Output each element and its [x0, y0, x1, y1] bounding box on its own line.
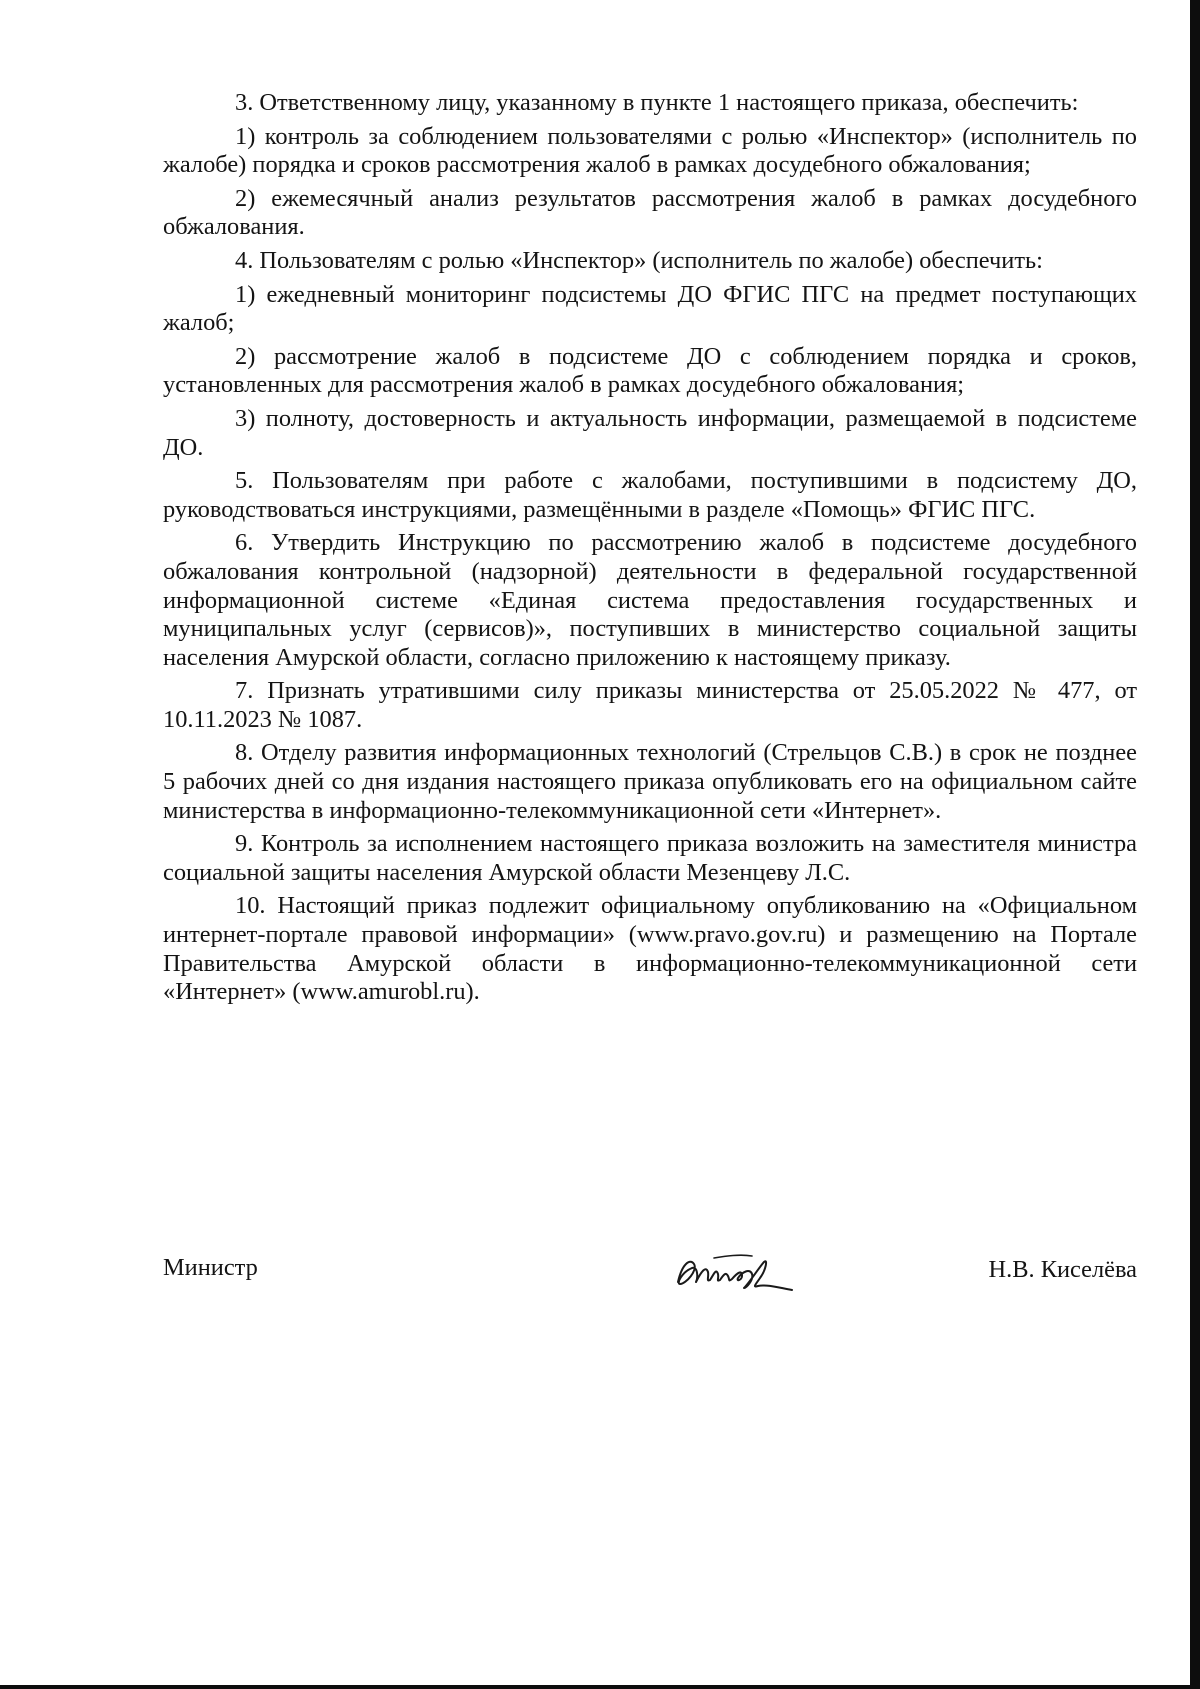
- scan-border-right: [1190, 0, 1200, 1689]
- handwritten-signature: [668, 1244, 808, 1296]
- signatory-title: Министр: [163, 1254, 258, 1281]
- paragraph-item-4-3: 3) полноту, достоверность и актуальность информации, размещаемой в подсистеме ДО.: [163, 404, 1137, 461]
- signature-block: [163, 1244, 1137, 1304]
- paragraph-item-10: 10. Настоящий приказ подлежит официальному опубликованию на «Официальном интернет-портале правовой информации» (www.pravo.gov.ru) и размещению на Портале Правительства Амурской области в информационно-телекоммуникационной сети «Интернет» (www.amurobl.ru).: [163, 892, 1137, 1006]
- paragraph-item-3-1: 1) контроль за соблюдением пользователями с ролью «Инспектор» (исполнитель по жалобе) порядка и сроков рассмотрения жалоб в рамках досудебного обжалования;: [163, 122, 1137, 179]
- signatory-name: Н.В. Киселёва: [988, 1256, 1137, 1283]
- paragraph-item-3-2: 2) ежемесячный анализ результатов рассмотрения жалоб в рамках досудебного обжалования.: [163, 184, 1137, 241]
- paragraph-item-4-1: 1) ежедневный мониторинг подсистемы ДО ФГИС ПГС на предмет поступающих жалоб;: [163, 280, 1137, 337]
- paragraph-item-9: 9. Контроль за исполнением настоящего приказа возложить на заместителя министра социальной защиты населения Амурской области Мезенцеву Л.С.: [163, 830, 1137, 886]
- paragraph-item-4: 4. Пользователям с ролью «Инспектор» (исполнитель по жалобе) обеспечить:: [235, 246, 1043, 274]
- paragraph-item-8: 8. Отделу развития информационных технологий (Стрельцов С.В.) в срок не позднее 5 рабочих дней со дня издания настоящего приказа опубликовать его на официальном сайте министерства в информационно-телекоммуникационной сети «Интернет».: [163, 739, 1137, 824]
- scan-border-bottom: [0, 1685, 1200, 1689]
- paragraph-item-3: 3. Ответственному лицу, указанному в пункте 1 настоящего приказа, обеспечить:: [235, 89, 1079, 116]
- order-body: [163, 89, 1137, 1012]
- paragraph-item-4-2: 2) рассмотрение жалоб в подсистеме ДО с соблюдением порядка и сроков, установленных для рассмотрения жалоб в рамках досудебного обжалования;: [163, 342, 1137, 399]
- paragraph-item-7: 7. Признать утратившими силу приказы министерства от 25.05.2022 № 477, от 10.11.2023 № 1087.: [163, 677, 1137, 733]
- paragraph-item-6: 6. Утвердить Инструкцию по рассмотрению жалоб в подсистеме досудебного обжалования контрольной (надзорной) деятельности в федеральной государственной информационной системе «Единая система предоставления государственных и муниципальных услуг (сервисов)», поступивших в министерство социальной защиты населения Амурской области, согласно приложению к настоящему приказу.: [163, 529, 1137, 671]
- paragraph-item-5: 5. Пользователям при работе с жалобами, поступившими в подсистему ДО, руководствоваться инструкциями, размещёнными в разделе «Помощь» ФГИС ПГС.: [163, 467, 1137, 523]
